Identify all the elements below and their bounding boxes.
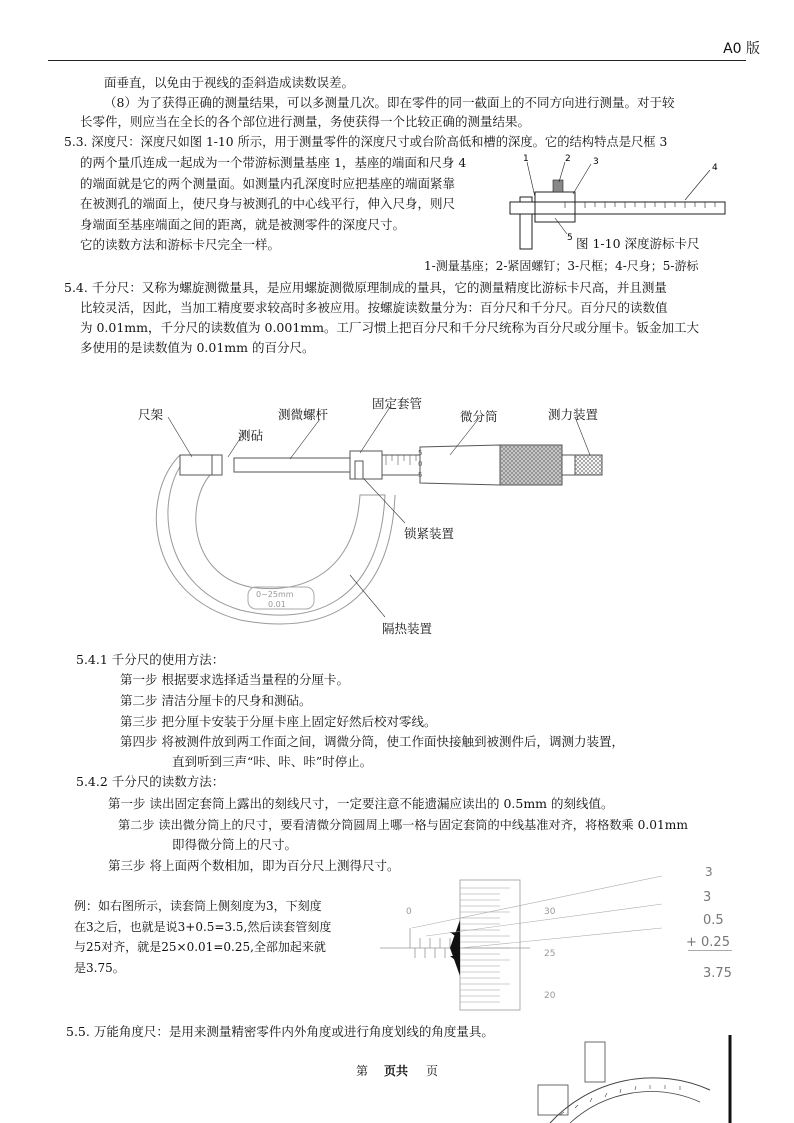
label-ratchet: 测力装置 <box>548 407 599 422</box>
angle-gauge-figure <box>530 1030 740 1123</box>
callout-5: 5 <box>567 233 573 243</box>
step-text: 第三步 把分厘卡安装于分厘卡座上固定好然后校对零线。 <box>120 714 437 729</box>
value-3: 3 <box>703 890 712 905</box>
sleeve-zero: 0 <box>406 907 412 917</box>
text-line: 的端面就是它的两个测量面。如测量内孔深度时应把基座的端面紧靠 <box>80 176 456 191</box>
text-line: （8）为了获得正确的测量结果，可以多测量几次。即在零件的同一截面上的不同方向进行测量。对于较 <box>104 95 675 110</box>
label-lock: 锁紧装置 <box>404 526 455 541</box>
thimble-mark: 5 <box>418 449 423 457</box>
callout-2: 2 <box>565 154 571 164</box>
text-line: 面垂直，以免由于视线的歪斜造成读数误差。 <box>104 75 355 90</box>
thimble-mark: 0 <box>418 460 423 468</box>
text-line: 身端面至基座端面之间的距离，就是被测零件的深度尺寸。 <box>80 217 406 232</box>
thimble-tick-20: 20 <box>544 991 556 1001</box>
step-text: 第四步 将被测件放到两工作面之间，调微分筒，使工作面快接触到被测件后，调测力装置， <box>120 734 624 749</box>
label-thimble: 微分筒 <box>460 409 498 424</box>
section-5-4: 5.4. 千分尺：又称为螺旋测微量具，是应用螺旋测微原理制成的量具，它的测量精度比游标卡尺高，并且测量 <box>64 280 667 295</box>
section-5-5: 5.5. 万能角度尺：是用来测量精密零件内外角度或进行角度划线的角度量具。 <box>66 1024 494 1039</box>
footer-suffix: 页 <box>426 1064 439 1078</box>
stamp-range: 0~25mm <box>256 590 294 599</box>
label-anvil: 测砧 <box>238 428 264 443</box>
figure-caption: 图 1-10 深度游标卡尺 <box>576 236 700 251</box>
callout-1: 1 <box>523 154 529 164</box>
value-0-5: 0.5 <box>703 913 724 928</box>
value-total: 3.75 <box>703 966 732 981</box>
step-text: 第一步 根据要求选择适当量程的分厘卡。 <box>120 672 349 687</box>
header-rule <box>48 60 746 61</box>
step-text: 第三步 将上面两个数相加，即为百分尺上测得尺寸。 <box>108 858 400 873</box>
step-text: 第一步 读出固定套筒上露出的刻线尺寸，一定要注意不能遗漏应读出的 0.5mm 的刻线值。 <box>108 796 614 811</box>
micrometer-diagram <box>150 395 620 635</box>
figure-legend: 1-测量基座；2-紧固螺钉；3-尺框；4-尺身；5-游标 <box>424 259 699 273</box>
value-0-25: + 0.25 <box>686 935 730 950</box>
example-text: 是3.75。 <box>74 961 125 975</box>
reading-figure <box>380 865 713 1014</box>
footer-prefix: 第 <box>356 1064 369 1078</box>
example-text: 例：如右图所示，读套筒上侧刻度为3，下刻度 <box>74 899 322 913</box>
example-text: 与25对齐，就是25×0.01=0.25,全部加起来就 <box>74 940 326 954</box>
text-line: 为 0.01mm，千分尺的读数值为 0.001mm。工厂习惯上把百分尺和千分尺统称为百分尺或分厘卡。钣金加工大 <box>80 320 699 335</box>
text-line: 长零件，则应当在全长的各个部位进行测量，务使获得一个比较正确的测量结果。 <box>80 114 531 129</box>
value-3: 3 <box>705 865 713 879</box>
thimble-mark: 5 <box>418 471 423 479</box>
text-line: 多使用的是读数值为 0.01mm 的百分尺。 <box>80 340 315 355</box>
callout-3: 3 <box>593 157 599 167</box>
callout-4: 4 <box>712 163 718 173</box>
text-line: 比较灵活，因此，当加工精度要求较高时多被应用。按螺旋读数量分为：百分尺和千分尺。百分尺的读数值 <box>80 300 668 315</box>
step-text: 即得微分筒上的尺寸。 <box>172 837 298 852</box>
text-line: 它的读数方法和游标卡尺完全一样。 <box>80 237 281 252</box>
label-sleeve: 固定套管 <box>372 396 423 411</box>
text-line: 在被测孔的端面上，使尺身与被测孔的中心线平行，伸入尺身，则尺 <box>80 196 456 211</box>
example-text: 在3之后，也就是说3+0.5=3.5,然后读套管刻度 <box>74 920 332 934</box>
step-text: 第二步 清洁分厘卡的尺身和测砧。 <box>120 693 312 708</box>
label-insulation: 隔热装置 <box>382 621 433 636</box>
version-label: A0 版 <box>723 41 760 57</box>
section-5-4-2: 5.4.2 千分尺的读数方法： <box>76 774 225 789</box>
label-frame: 尺架 <box>138 407 164 422</box>
step-text: 直到听到三声“咔、咔、咔”时停止。 <box>172 754 373 769</box>
footer-mid: 页共 <box>384 1064 409 1078</box>
thimble-tick-25: 25 <box>544 949 556 959</box>
text-line: 的两个量爪连成一起成为一个带游标测量基座 1，基座的端面和尺身 4 <box>80 155 467 170</box>
sum-rule <box>688 950 732 951</box>
step-text: 第二步 读出微分筒上的尺寸，要看清微分筒圆周上哪一格与固定套筒的中线基准对齐，将格数乘 0.01mm <box>118 818 688 832</box>
stamp-value: 0.01 <box>268 600 286 609</box>
section-5-3: 5.3. 深度尺：深度尺如图 1-10 所示，用于测量零件的深度尺寸或台阶高低和槽的深度。它的结构特点是尺框 3 <box>64 135 668 149</box>
label-spindle: 测微螺杆 <box>278 407 329 422</box>
thimble-tick-30: 30 <box>544 907 556 917</box>
section-5-4-1: 5.4.1 千分尺的使用方法： <box>76 652 225 667</box>
